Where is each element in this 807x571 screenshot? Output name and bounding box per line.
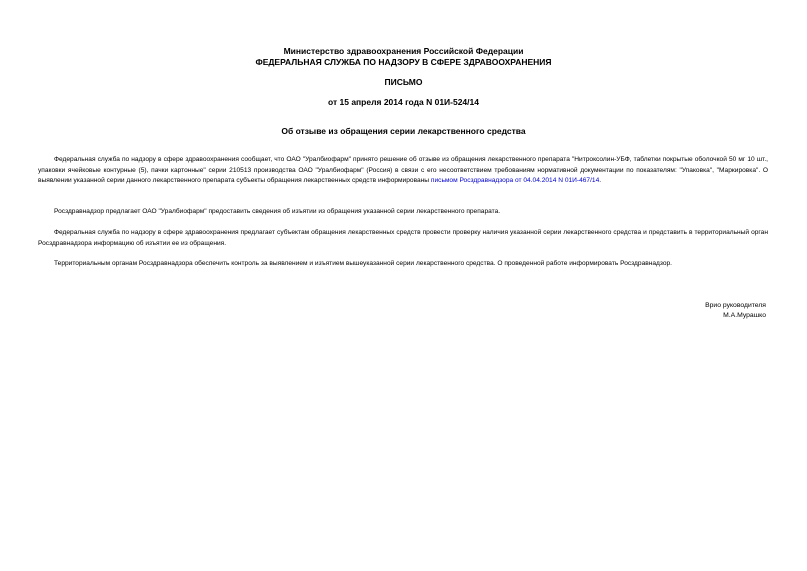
document-date-number: от 15 апреля 2014 года N 01И-524/14 <box>328 97 479 107</box>
paragraph-1-end: . <box>599 177 602 184</box>
signature-position: Врио руководителя <box>705 302 766 309</box>
paragraph-4: Территориальным органам Росздравнадзора обеспечить контроль за выявлением и изъятием вышеуказанной серии лекарственного средства. О проведенной работе информировать Росздравнадзор. <box>54 260 673 267</box>
signature-name: М.А.Мурашко <box>723 312 766 319</box>
paragraph-1-text: Федеральная служба по надзору в сфере здравоохранения сообщает, что ОАО "Уралбиофарм" принято решение об отзыве из обращения лекарственного препарата "Нитроксолин-УБФ, таблетки покрытые оболочкой 50 мг 10 шт., упаковки ячейковые контурные (5), пачки картонные" серии 210513 производства ОАО "Уралбиофарм" (Россия) в связи с его несоответствием требованиям нормативной документации по показателям: "Упаковка", "Маркировка". О выявлении указанной серии данного лекарственного препарата субъекты обращения лекарственных средств информированы <box>38 156 768 184</box>
letter-reference-link[interactable]: письмом Росздравнадзора от 04.04.2014 N 01И-467/14 <box>430 177 600 184</box>
ministry-title: Министерство здравоохранения Российской Федерации <box>283 46 524 56</box>
paragraph-2: Росздравнадзор предлагает ОАО "Уралбиофарм" предоставить сведения об изъятии из обращения указанной серии лекарственного препарата. <box>54 208 501 215</box>
document-subject: Об отзыве из обращения серии лекарственного средства <box>281 126 526 136</box>
paragraph-3: Федеральная служба по надзору в сфере здравоохранения предлагает субъектам обращения лекарственных средств провести проверку наличия указанной серии лекарственного средства и представить в территориальный орган Росздравнадзора информацию об изъятии ее из обращения. <box>38 229 768 247</box>
paragraph-1 <box>38 155 768 187</box>
service-title: ФЕДЕРАЛЬНАЯ СЛУЖБА ПО НАДЗОРУ В СФЕРЕ ЗДРАВООХРАНЕНИЯ <box>255 57 552 67</box>
document-type: ПИСЬМО <box>384 77 423 87</box>
